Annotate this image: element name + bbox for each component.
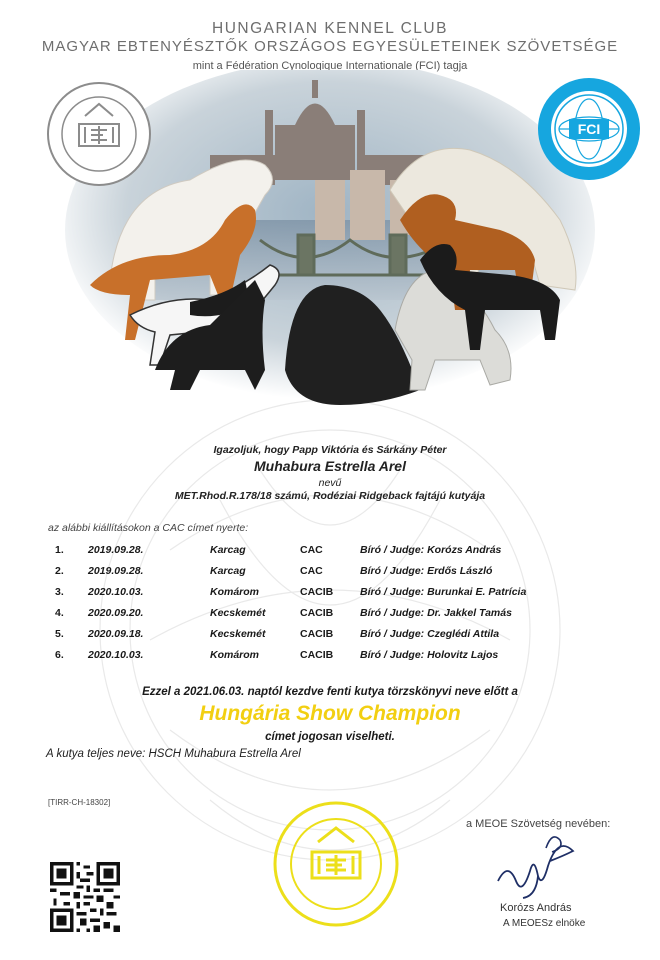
result-date: 2019.09.28. xyxy=(88,565,144,577)
header-club-name: HUNGARIAN KENNEL CLUB xyxy=(212,20,448,37)
result-date: 2020.10.03. xyxy=(88,649,144,661)
signer-role: A MEOESz elnöke xyxy=(503,918,586,929)
result-judge: Bíró / Judge: Erdős László xyxy=(360,565,493,577)
result-city: Kecskemét xyxy=(210,607,266,619)
result-number: 1. xyxy=(55,544,64,556)
association-stamp xyxy=(272,800,400,928)
result-city: Komárom xyxy=(210,586,260,598)
result-city: Komárom xyxy=(210,649,260,661)
result-number: 5. xyxy=(55,628,64,640)
result-number: 2. xyxy=(55,565,64,577)
on-behalf-label: a MEOE Szövetség nevében: xyxy=(466,818,611,830)
fci-label: FCI xyxy=(577,121,601,137)
result-date: 2020.09.20. xyxy=(88,607,144,619)
results-intro: az alábbi kiállításokon a CAC címet nyerte: xyxy=(48,522,249,534)
result-title: CACIB xyxy=(300,628,334,640)
fci-seal xyxy=(536,76,642,182)
result-row xyxy=(0,607,660,625)
result-number: 4. xyxy=(55,607,64,619)
signer-name: Korózs András xyxy=(500,902,572,914)
result-judge: Bíró / Judge: Korózs András xyxy=(360,544,502,556)
result-date: 2020.09.18. xyxy=(88,628,144,640)
hungarian-kennel-club-seal xyxy=(45,80,153,188)
result-row xyxy=(0,628,660,646)
reference-code: [TIRR-CH-18302] xyxy=(48,798,111,807)
result-judge: Bíró / Judge: Burunkai E. Patrícia xyxy=(360,586,527,598)
dog-full-name-line: A kutya teljes neve: HSCH Muhabura Estrella Arel xyxy=(46,748,301,760)
qr-code xyxy=(50,862,120,932)
result-title: CACIB xyxy=(300,607,334,619)
result-title: CAC xyxy=(300,565,323,577)
registry-line: MET.Rhod.R.178/18 számú, Rodéziai Ridgeback fajtájú kutyája xyxy=(174,490,486,502)
champion-title: Hungária Show Champion xyxy=(199,702,461,725)
result-city: Karcag xyxy=(210,565,246,577)
result-title: CACIB xyxy=(300,586,334,598)
result-row xyxy=(0,565,660,583)
result-row xyxy=(0,586,660,604)
result-title: CACIB xyxy=(300,649,334,661)
header-fci-membership: mint a Fédération Cynologique Internationale (FCI) tagja xyxy=(192,60,468,72)
result-number: 3. xyxy=(55,586,64,598)
named-label: nevű xyxy=(318,477,342,489)
result-judge: Bíró / Judge: Czeglédi Attila xyxy=(360,628,500,640)
result-date: 2019.09.28. xyxy=(88,544,144,556)
result-judge: Bíró / Judge: Holovitz Lajos xyxy=(360,649,499,661)
award-from-line: Ezzel a 2021.06.03. naptól kezdve fenti kutya törzskönyvi neve előtt a xyxy=(142,686,518,698)
dog-name: Muhabura Estrella Arel xyxy=(254,458,406,474)
award-rights-line: címet jogosan viselheti. xyxy=(265,731,395,743)
result-row xyxy=(0,544,660,562)
signature xyxy=(478,826,618,906)
result-row xyxy=(0,649,660,667)
result-number: 6. xyxy=(55,649,64,661)
result-city: Kecskemét xyxy=(210,628,266,640)
result-date: 2020.10.03. xyxy=(88,586,144,598)
result-judge: Bíró / Judge: Dr. Jakkel Tamás xyxy=(360,607,512,619)
result-title: CAC xyxy=(300,544,323,556)
header-association-name: MAGYAR EBTENYÉSZTŐK ORSZÁGOS EGYESÜLETEINEK SZÖVETSÉGE xyxy=(41,38,619,55)
certify-owners-line: Igazoljuk, hogy Papp Viktória és Sárkány Péter xyxy=(213,444,447,456)
result-city: Karcag xyxy=(210,544,246,556)
